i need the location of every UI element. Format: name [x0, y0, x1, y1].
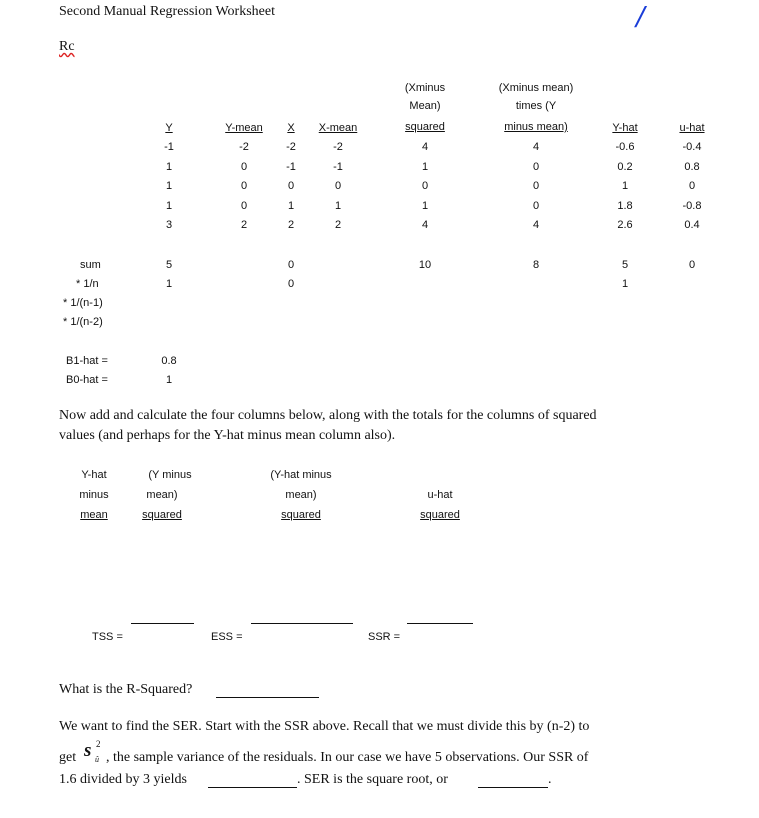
cell-prod: 4 [532, 141, 540, 153]
sum-prod: 8 [532, 259, 540, 271]
n1-label: * 1/(n-1) [63, 297, 103, 309]
n-x: 0 [287, 278, 295, 290]
cell-x: 2 [287, 219, 295, 231]
header-prod-line3: minus mean) [504, 121, 568, 133]
sum-label: sum [80, 259, 101, 271]
cell-y: 1 [165, 199, 173, 212]
c1-line1: Y-hat [81, 469, 107, 481]
cell-ymean: -2 [239, 141, 249, 153]
cell-xmean: 0 [334, 180, 342, 192]
cell-xmean: 2 [334, 219, 342, 231]
s-symbol: s [84, 740, 92, 761]
ess-label: ESS = [211, 631, 243, 643]
c4-line1: u-hat [427, 489, 453, 501]
cell-xmean: -2 [333, 141, 343, 153]
header-xmean: X-mean [318, 122, 358, 134]
cell-x: -2 [286, 141, 296, 153]
c1-line2: minus [79, 489, 109, 501]
sum-xsq: 10 [418, 259, 432, 271]
header-x: X [287, 122, 295, 134]
header-xsq-line3: squared [405, 121, 445, 133]
ess-blank[interactable] [251, 623, 353, 624]
c3-line3: squared [281, 509, 321, 521]
tss-label: TSS = [92, 631, 123, 643]
instructions-line1: Now add and calculate the four columns below, along with the totals for the columns of squared [59, 408, 597, 423]
cell-yhat: 2.6 [617, 219, 633, 231]
cell-xsq: 1 [421, 199, 429, 212]
cell-ymean: 0 [240, 180, 248, 192]
cell-uhat: -0.4 [682, 141, 702, 153]
cell-y: 1 [165, 160, 173, 173]
cell-prod: 0 [532, 160, 540, 173]
cell-ymean: 0 [240, 199, 248, 212]
sum-yhat: 5 [621, 259, 629, 271]
cell-uhat: -0.8 [682, 199, 702, 212]
ser-line2-pre: get [59, 750, 77, 765]
b1-value: 0.8 [161, 355, 177, 367]
header-y: Y [165, 122, 173, 134]
c4-line2: squared [420, 509, 460, 521]
ssr-blank[interactable] [407, 623, 473, 624]
cell-y: -1 [164, 141, 174, 153]
c2-line2: mean) [146, 489, 178, 501]
n2-label: * 1/(n-2) [63, 316, 103, 328]
sum-uhat: 0 [688, 259, 696, 271]
cell-xsq: 4 [421, 141, 429, 153]
cell-yhat: -0.6 [615, 141, 635, 153]
n-label: * 1/n [76, 278, 99, 290]
c3-line1: (Y-hat minus [270, 469, 332, 481]
n-y: 1 [165, 278, 173, 290]
c3-line2: mean) [285, 489, 317, 501]
header-ymean: Y-mean [225, 122, 263, 134]
ser-line2-post: , the sample variance of the residuals. In our case we have 5 observations. Our SSR of [106, 750, 589, 765]
sum-x: 0 [287, 259, 295, 271]
r-squared-question: What is the R-Squared? [59, 682, 193, 697]
header-xsq-line2: Mean) [409, 100, 441, 112]
b0-value: 1 [165, 374, 173, 386]
cell-uhat: 0.8 [684, 160, 700, 173]
cell-x: -1 [286, 160, 296, 173]
cell-uhat: 0 [688, 180, 696, 192]
ser-line1: We want to find the SER. Start with the SSR above. Recall that we must divide this by (n-2) to [59, 719, 590, 734]
r-squared-blank[interactable] [216, 697, 319, 698]
cell-prod: 0 [532, 199, 540, 212]
ser-line3-end: . [548, 772, 552, 787]
cell-y: 3 [165, 219, 173, 231]
variance-blank[interactable] [208, 787, 297, 788]
header-uhat: u-hat [679, 122, 705, 134]
cell-xmean: -1 [333, 160, 343, 173]
c2-line1: (Y minus [148, 469, 192, 481]
cell-yhat: 0.2 [617, 160, 633, 173]
tss-blank[interactable] [131, 623, 194, 624]
cell-xmean: 1 [334, 199, 342, 212]
cell-prod: 4 [532, 219, 540, 231]
cell-y: 1 [165, 180, 173, 192]
header-yhat: Y-hat [612, 122, 638, 134]
c1-line3: mean [80, 509, 108, 521]
cell-yhat: 1 [621, 180, 629, 192]
instructions-line2: values (and perhaps for the Y-hat minus mean column also). [59, 428, 396, 443]
cell-x: 0 [287, 180, 295, 192]
c2-line3: squared [142, 509, 182, 521]
ssr-label: SSR = [368, 631, 401, 643]
cell-x: 1 [287, 199, 295, 212]
handwritten-mark: / [636, 2, 645, 32]
sum-y: 5 [165, 259, 173, 271]
b0-label: B0-hat = [66, 374, 108, 386]
cell-xsq: 0 [421, 180, 429, 192]
s-subscript: û [95, 755, 99, 764]
cell-yhat: 1.8 [617, 199, 633, 212]
cell-uhat: 0.4 [684, 219, 700, 231]
ser-line3-pre: 1.6 divided by 3 yields [59, 772, 187, 787]
n-yhat: 1 [621, 278, 629, 290]
cell-xsq: 1 [421, 160, 429, 173]
header-prod-line2: times (Y [515, 100, 557, 112]
cell-xsq: 4 [421, 219, 429, 231]
ser-blank[interactable] [478, 787, 548, 788]
ser-line3-mid: . SER is the square root, or [297, 772, 448, 787]
s-superscript: 2 [96, 739, 101, 749]
page-title: Second Manual Regression Worksheet [59, 4, 275, 19]
subtitle: Rc [59, 39, 75, 54]
header-prod-line1: (Xminus mean) [498, 82, 574, 94]
header-xsq-line1: (Xminus [404, 82, 446, 94]
cell-ymean: 0 [240, 160, 248, 173]
cell-prod: 0 [532, 180, 540, 192]
cell-ymean: 2 [240, 219, 248, 231]
b1-label: B1-hat = [66, 355, 108, 367]
